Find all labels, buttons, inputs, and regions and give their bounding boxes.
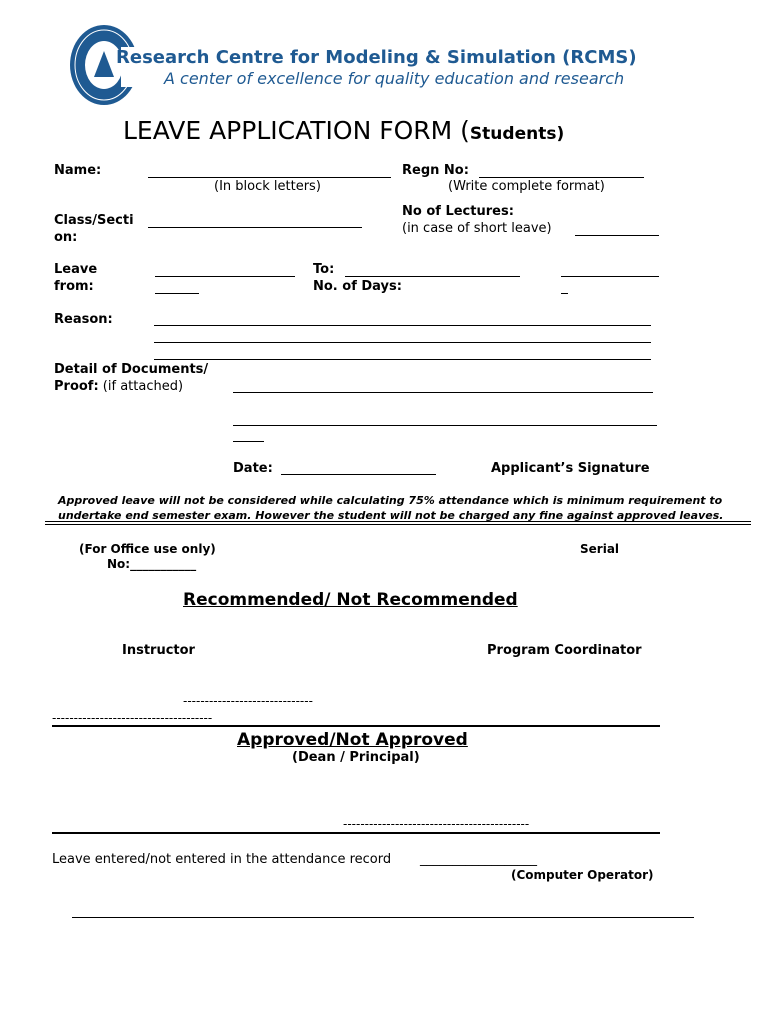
class-label-line1: Class/Secti (54, 213, 134, 228)
documents-proof-label: Proof: (54, 379, 99, 394)
date-label: Date: (233, 461, 273, 476)
documents-line-3[interactable] (233, 441, 264, 442)
lectures-field[interactable] (575, 235, 659, 236)
instructor-signature-line[interactable]: ------------------------------ (183, 694, 313, 708)
reason-label: Reason: (54, 312, 113, 327)
attendance-note: Approved leave will not be considered while calculating 75% attendance which is minimum requirement to undertake end semester exam. However the student will not be charged any fine against approved leaves. (58, 494, 724, 522)
leave-from-field[interactable] (155, 276, 295, 277)
days-label: No. of Days: (313, 279, 402, 294)
documents-label-line2 (54, 379, 183, 394)
coordinator-signature-line[interactable]: ------------------------------------- (52, 711, 213, 725)
form-title-sub: Students) (469, 124, 565, 144)
attendance-record-field[interactable]: __________________ (420, 852, 537, 867)
days-field-continued[interactable] (561, 293, 568, 294)
signature-label: Applicant’s Signature (491, 461, 650, 476)
leave-from-label-line2: from: (54, 279, 94, 294)
reason-line-3[interactable] (154, 359, 651, 360)
documents-line-2[interactable] (233, 425, 657, 426)
dean-signature-line[interactable]: ------------------------------------------- (343, 817, 530, 831)
documents-hint: (if attached) (102, 379, 184, 394)
serial-no-field[interactable]: No:___________ (107, 557, 197, 571)
days-field[interactable] (561, 276, 659, 277)
divider-bottom (72, 917, 694, 918)
org-name: Research Centre for Modeling & Simulation (RCMS) (116, 47, 637, 68)
serial-label: Serial (580, 542, 620, 556)
leave-from-label-line1: Leave (54, 262, 98, 277)
lectures-label: No of Lectures: (402, 204, 514, 219)
dean-label: (Dean / Principal) (292, 750, 420, 765)
divider-top-second (45, 524, 751, 525)
class-section-field[interactable] (148, 227, 362, 228)
reason-line-2[interactable] (154, 342, 651, 343)
lectures-hint: (in case of short leave) (402, 221, 552, 236)
instructor-label: Instructor (122, 643, 195, 658)
attendance-record-text: Leave entered/not entered in the attendance record (52, 852, 392, 867)
date-field[interactable] (281, 474, 436, 475)
office-use-label: (For Office use only) (79, 542, 216, 556)
divider-recommend (52, 725, 660, 727)
recommended-heading: Recommended/ Not Recommended (183, 590, 518, 610)
reason-line-1[interactable] (154, 325, 651, 326)
operator-label: (Computer Operator) (511, 868, 654, 882)
approved-heading: Approved/Not Approved (237, 730, 468, 750)
to-label: To: (313, 262, 335, 277)
regn-field[interactable] (479, 177, 644, 178)
leave-from-field-continued[interactable] (155, 293, 199, 294)
divider-approve (52, 832, 660, 834)
name-label: Name: (54, 163, 102, 178)
form-title (123, 116, 564, 145)
regn-hint: (Write complete format) (448, 179, 605, 194)
regn-label: Regn No: (402, 163, 469, 178)
to-field[interactable] (345, 276, 520, 277)
class-label-line2: on: (54, 230, 78, 245)
divider-top (45, 521, 751, 522)
coordinator-label: Program Coordinator (487, 643, 642, 658)
documents-line-1[interactable] (233, 392, 653, 393)
name-hint: (In block letters) (214, 179, 321, 194)
name-field[interactable] (148, 177, 391, 178)
form-title-main: LEAVE APPLICATION FORM ( (123, 116, 470, 145)
documents-label-line1: Detail of Documents/ (54, 362, 209, 377)
org-tagline: A center of excellence for quality education and research (164, 69, 625, 88)
